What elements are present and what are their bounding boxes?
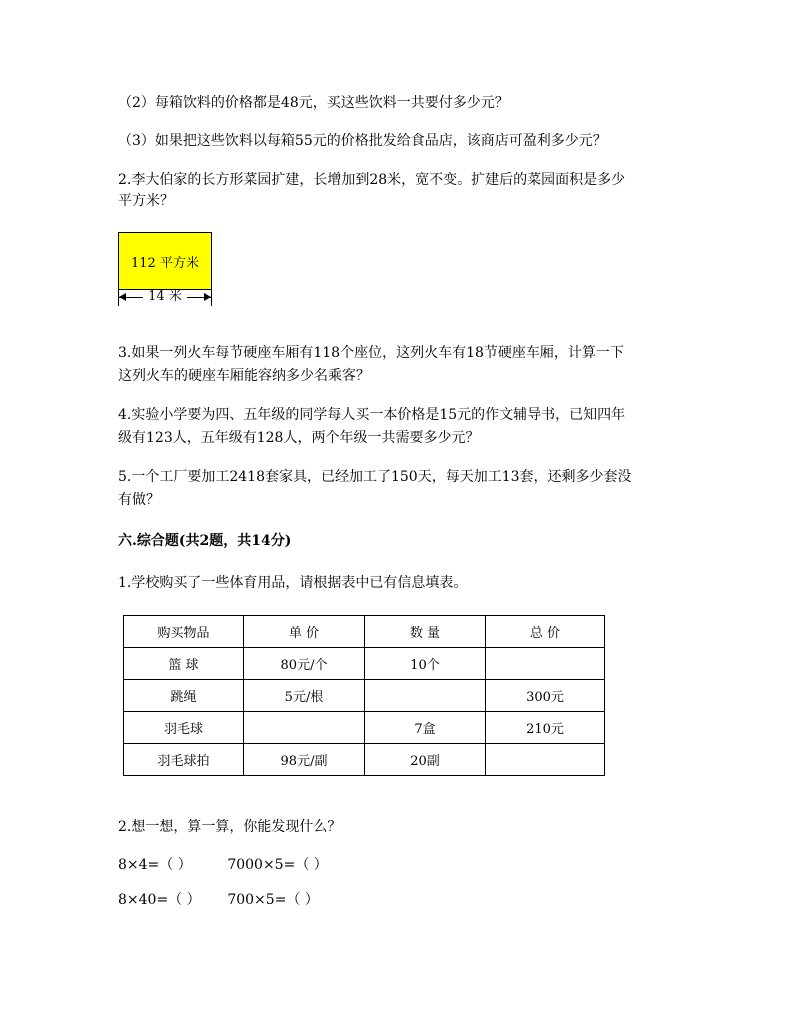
table-header: 单 价	[244, 616, 365, 648]
question-furniture-line-1: 5.一个工厂要加工2418套家具，已经加工了150天，每天加工13套，还剩多少套没	[118, 469, 632, 485]
table-cell: 羽毛球	[124, 712, 244, 744]
table-cell: 跳绳	[124, 680, 244, 712]
table-row	[124, 680, 605, 712]
question-2-part-3: （3）如果把这些饮料以每箱55元的价格批发给食品店，该商店可盈利多少元？	[118, 133, 607, 149]
garden-rectangle	[118, 232, 212, 290]
table-cell	[486, 744, 605, 776]
width-dimension	[118, 290, 212, 306]
purchase-table	[123, 615, 605, 776]
calc-row-1: 8×4=（ ） 7000×5=（ ）	[118, 857, 328, 873]
garden-figure	[118, 232, 212, 308]
table-cell: 80元/个	[244, 648, 365, 680]
width-label: 14 米	[148, 289, 182, 304]
question-train-line-2: 这列火车的硬座车厢能容纳多少名乘客？	[118, 368, 370, 384]
area-label: 112 平方米	[131, 255, 199, 271]
table-cell	[365, 680, 486, 712]
section-heading: 六.综合题(共2题，共14分)	[118, 533, 292, 549]
question-books-line-1: 4.实验小学要为四、五年级的同学每人买一本价格是15元的作文辅导书，已知四年	[118, 407, 626, 423]
table-header: 购买物品	[124, 616, 244, 648]
table-cell: 10个	[365, 648, 486, 680]
table-row	[124, 648, 605, 680]
table-cell: 羽毛球拍	[124, 744, 244, 776]
question-2-part-2: （2）每箱饮料的价格都是48元，买这些饮料一共要付多少元？	[118, 95, 509, 111]
table-header: 总 价	[486, 616, 605, 648]
table-row	[124, 744, 605, 776]
table-header-row	[124, 616, 605, 648]
table-header: 数 量	[365, 616, 486, 648]
arrow-right-icon	[204, 293, 211, 301]
table-cell: 7盒	[365, 712, 486, 744]
table-cell: 300元	[486, 680, 605, 712]
question-table-intro: 1.学校购买了一些体育用品，请根据表中已有信息填表。	[118, 575, 468, 591]
table-cell: 98元/副	[244, 744, 365, 776]
question-train-line-1: 3.如果一列火车每节硬座车厢有118个座位，这列火车有18节硬座车厢，计算一下	[118, 345, 624, 361]
question-think: 2.想一想，算一算，你能发现什么？	[118, 819, 342, 835]
calc-row-2: 8×40=（ ） 700×5=（ ）	[118, 892, 319, 908]
question-books-line-2: 级有123人，五年级有128人，两个年级一共需要多少元？	[118, 430, 480, 446]
table-cell	[244, 712, 365, 744]
table-row	[124, 712, 605, 744]
question-garden-line-2: 平方米？	[118, 193, 174, 209]
table-cell: 篮 球	[124, 648, 244, 680]
table-cell	[486, 648, 605, 680]
dimension-tick-right	[211, 290, 212, 306]
table-cell: 210元	[486, 712, 605, 744]
question-garden-line-1: 2.李大伯家的长方形菜园扩建，长增加到28米，宽不变。扩建后的菜园面积是多少	[118, 172, 626, 188]
table-cell: 20副	[365, 744, 486, 776]
question-furniture-line-2: 有做？	[118, 492, 160, 508]
table-cell: 5元/根	[244, 680, 365, 712]
